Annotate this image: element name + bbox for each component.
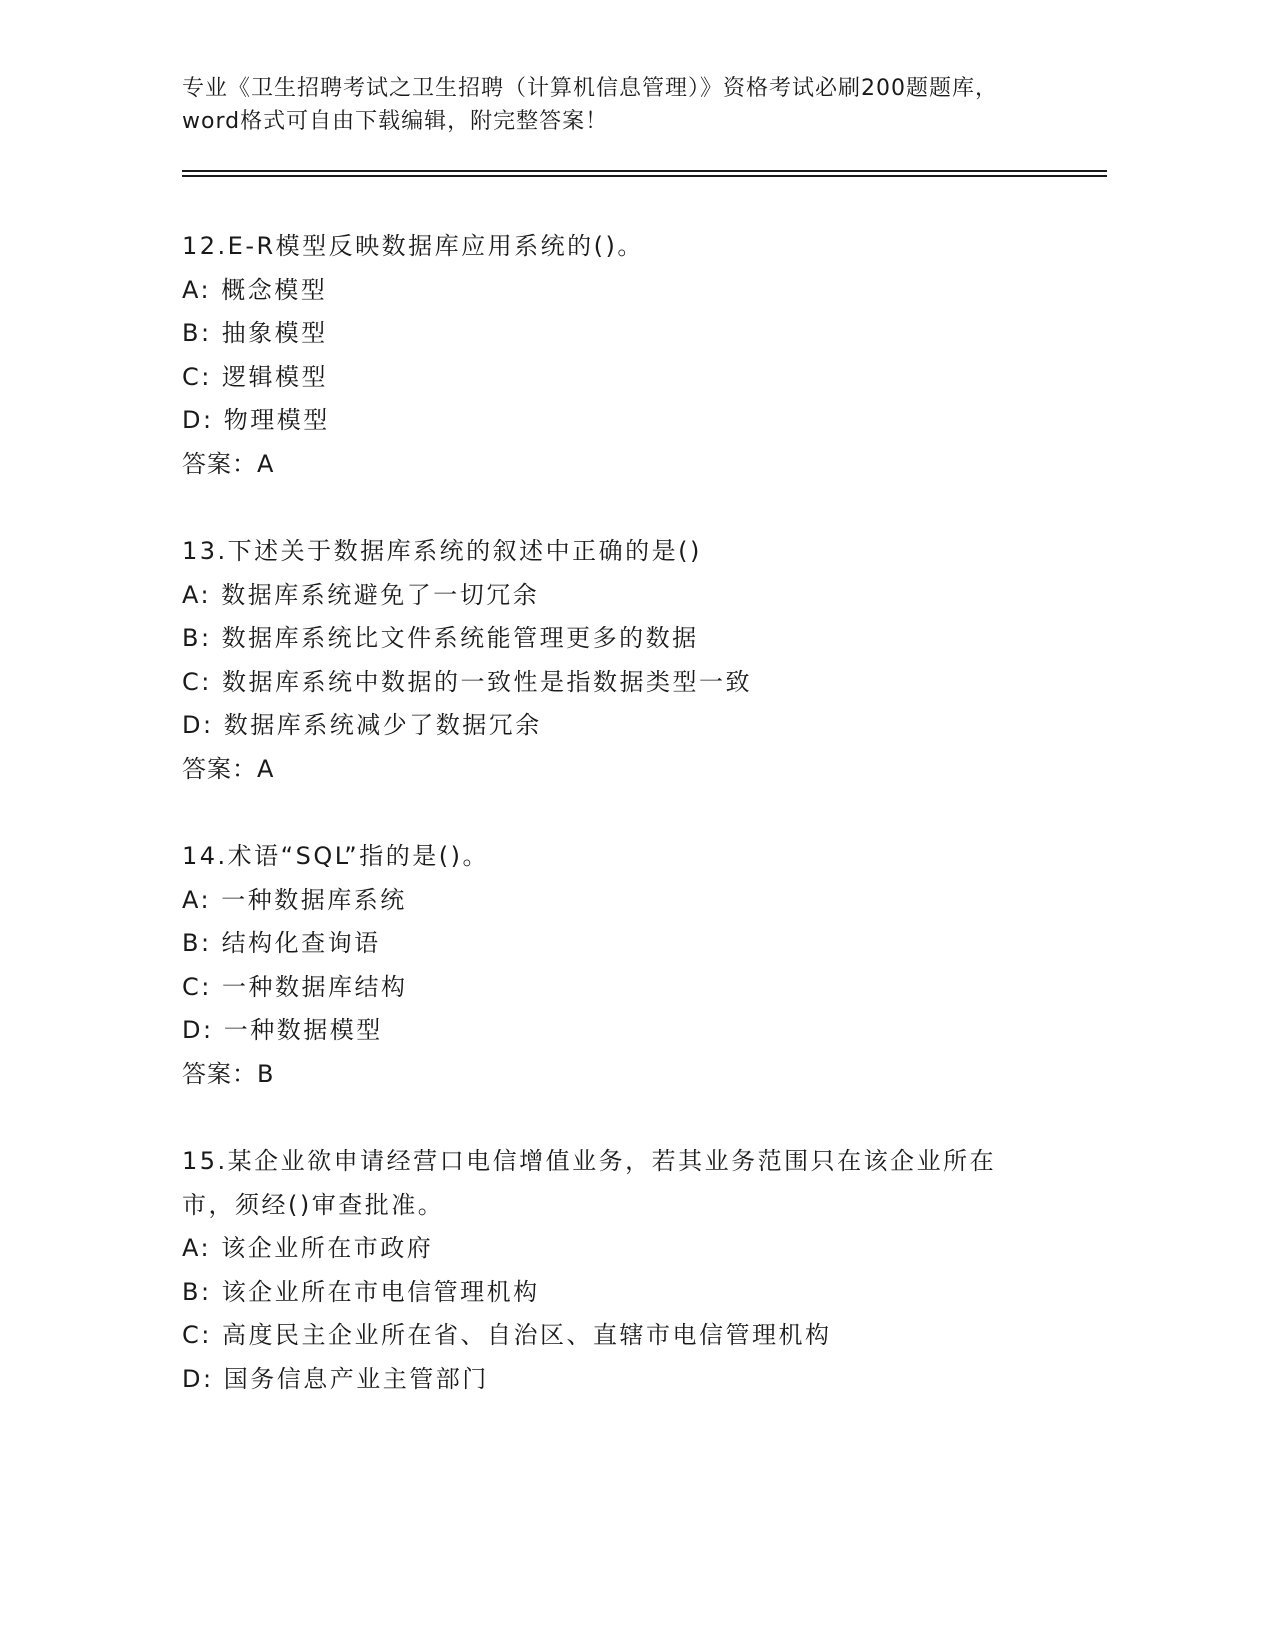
header-line-2: word格式可自由下载编辑，附完整答案！ (182, 109, 609, 134)
question-stem-line-1: 15.某企业欲申请经营口电信增值业务，若其业务范围只在该企业所在 (182, 1147, 997, 1175)
option-c: C: 数据库系统中数据的一致性是指数据类型一致 (182, 667, 752, 696)
question-15 (182, 1140, 1082, 1401)
answer-line: 答案：A (182, 754, 275, 783)
option-d: D: 物理模型 (182, 406, 330, 434)
question-stem: 12.E-R模型反映数据库应用系统的()。 (182, 232, 644, 260)
question-13 (182, 530, 1082, 791)
option-d: D: 数据库系统减少了数据冗余 (182, 711, 542, 739)
option-b: B: 数据库系统比文件系统能管理更多的数据 (182, 624, 699, 652)
option-a: A: 一种数据库系统 (182, 885, 407, 914)
header-divider-bottom (182, 175, 1107, 177)
answer-line: 答案：A (182, 449, 275, 478)
option-a: A: 数据库系统避免了一切冗余 (182, 580, 540, 609)
option-b: B: 该企业所在市电信管理机构 (182, 1277, 540, 1306)
question-stem: 13.下述关于数据库系统的叙述中正确的是() (182, 537, 702, 565)
question-stem-line-2: 市，须经()审查批准。 (182, 1190, 445, 1219)
option-d: D: 一种数据模型 (182, 1016, 383, 1044)
option-c: C: 逻辑模型 (182, 362, 328, 391)
option-b: B: 结构化查询语 (182, 929, 381, 957)
option-c: C: 高度民主企业所在省、自治区、直辖市电信管理机构 (182, 1321, 832, 1349)
option-c: C: 一种数据库结构 (182, 972, 408, 1001)
question-stem: 14.术语“SQL”指的是()。 (182, 842, 489, 870)
option-a: A: 该企业所在市政府 (182, 1234, 434, 1262)
header-line-1: 专业《卫生招聘考试之卫生招聘（计算机信息管理）》资格考试必刷200题题库， (182, 76, 998, 101)
answer-line: 答案：B (182, 1059, 275, 1088)
option-b: B: 抽象模型 (182, 319, 328, 347)
question-12 (182, 225, 1082, 486)
document-header (182, 72, 1082, 138)
question-14 (182, 835, 1082, 1096)
option-d: D: 国务信息产业主管部门 (182, 1364, 489, 1393)
header-divider-top (182, 170, 1107, 172)
option-a: A: 概念模型 (182, 275, 328, 304)
